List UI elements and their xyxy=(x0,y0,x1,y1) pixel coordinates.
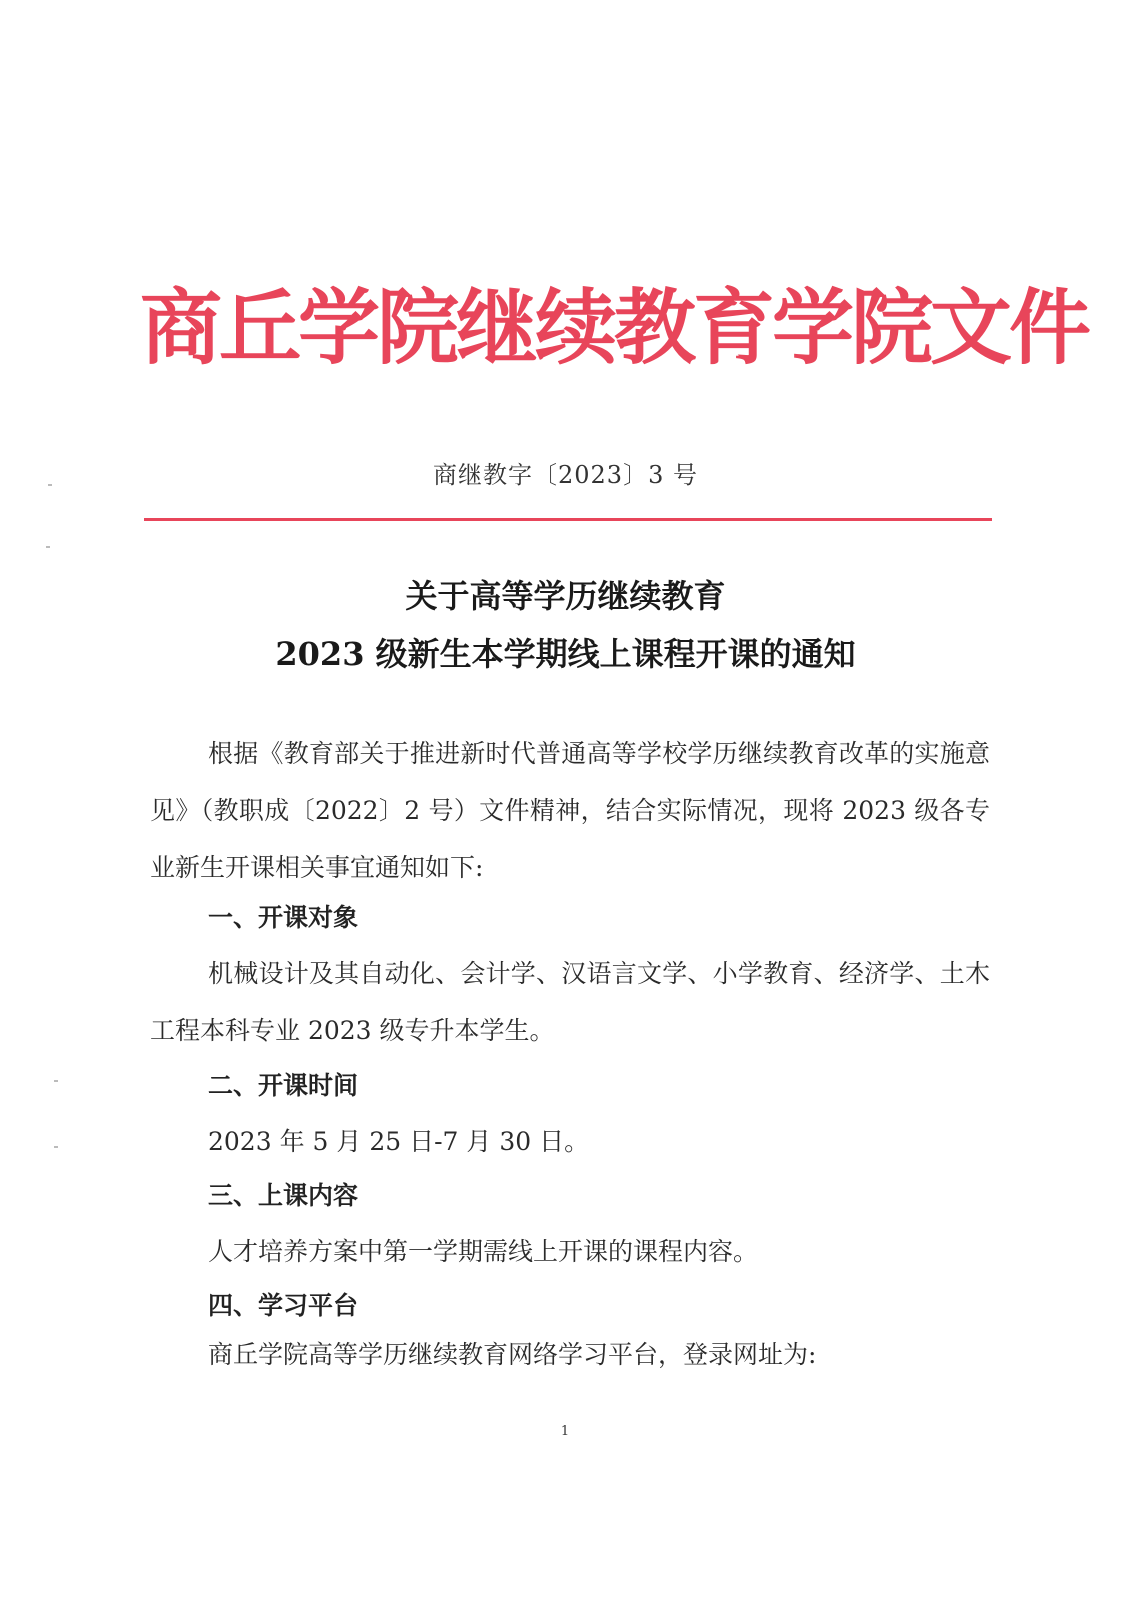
page-number: 1 xyxy=(560,1424,570,1439)
section-body-platform: 商丘学院高等学历继续教育网络学习平台，登录网址为: xyxy=(208,1340,817,1369)
section-heading-content: 三、上课内容 xyxy=(208,1181,359,1210)
section-heading-platform: 四、学习平台 xyxy=(208,1291,359,1320)
section-body-time: 2023 年 5 月 25 日-7 月 30 日。 xyxy=(208,1127,590,1156)
red-divider-line xyxy=(144,518,992,521)
notice-title-line-1: 关于高等学历继续教育 xyxy=(405,577,726,615)
document-number: 商继教字〔2023〕3 号 xyxy=(433,461,698,489)
masthead-title: 商丘学院继续教育学院文件 xyxy=(140,280,1089,376)
section-body-content: 人才培养方案中第一学期需线上开课的课程内容。 xyxy=(208,1237,759,1266)
notice-title-line-2: 2023 级新生本学期线上课程开课的通知 xyxy=(275,635,856,673)
scan-speck xyxy=(48,484,52,486)
section-heading-time: 二、开课时间 xyxy=(208,1071,359,1100)
scan-speck xyxy=(54,1080,58,1082)
section-body-audience: 机械设计及其自动化、会计学、汉语言文学、小学教育、经济学、土木工程本科专业 2023 级专升本学生。 xyxy=(150,959,990,1045)
section-heading-audience: 一、开课对象 xyxy=(208,903,359,932)
scan-speck xyxy=(54,1146,58,1148)
intro-paragraph: 根据《教育部关于推进新时代普通高等学校学历继续教育改革的实施意见》（教职成〔2022〕2 号）文件精神，结合实际情况，现将 2023 级各专业新生开课相关事宜通知如下: xyxy=(150,739,990,882)
scan-speck xyxy=(46,546,50,548)
